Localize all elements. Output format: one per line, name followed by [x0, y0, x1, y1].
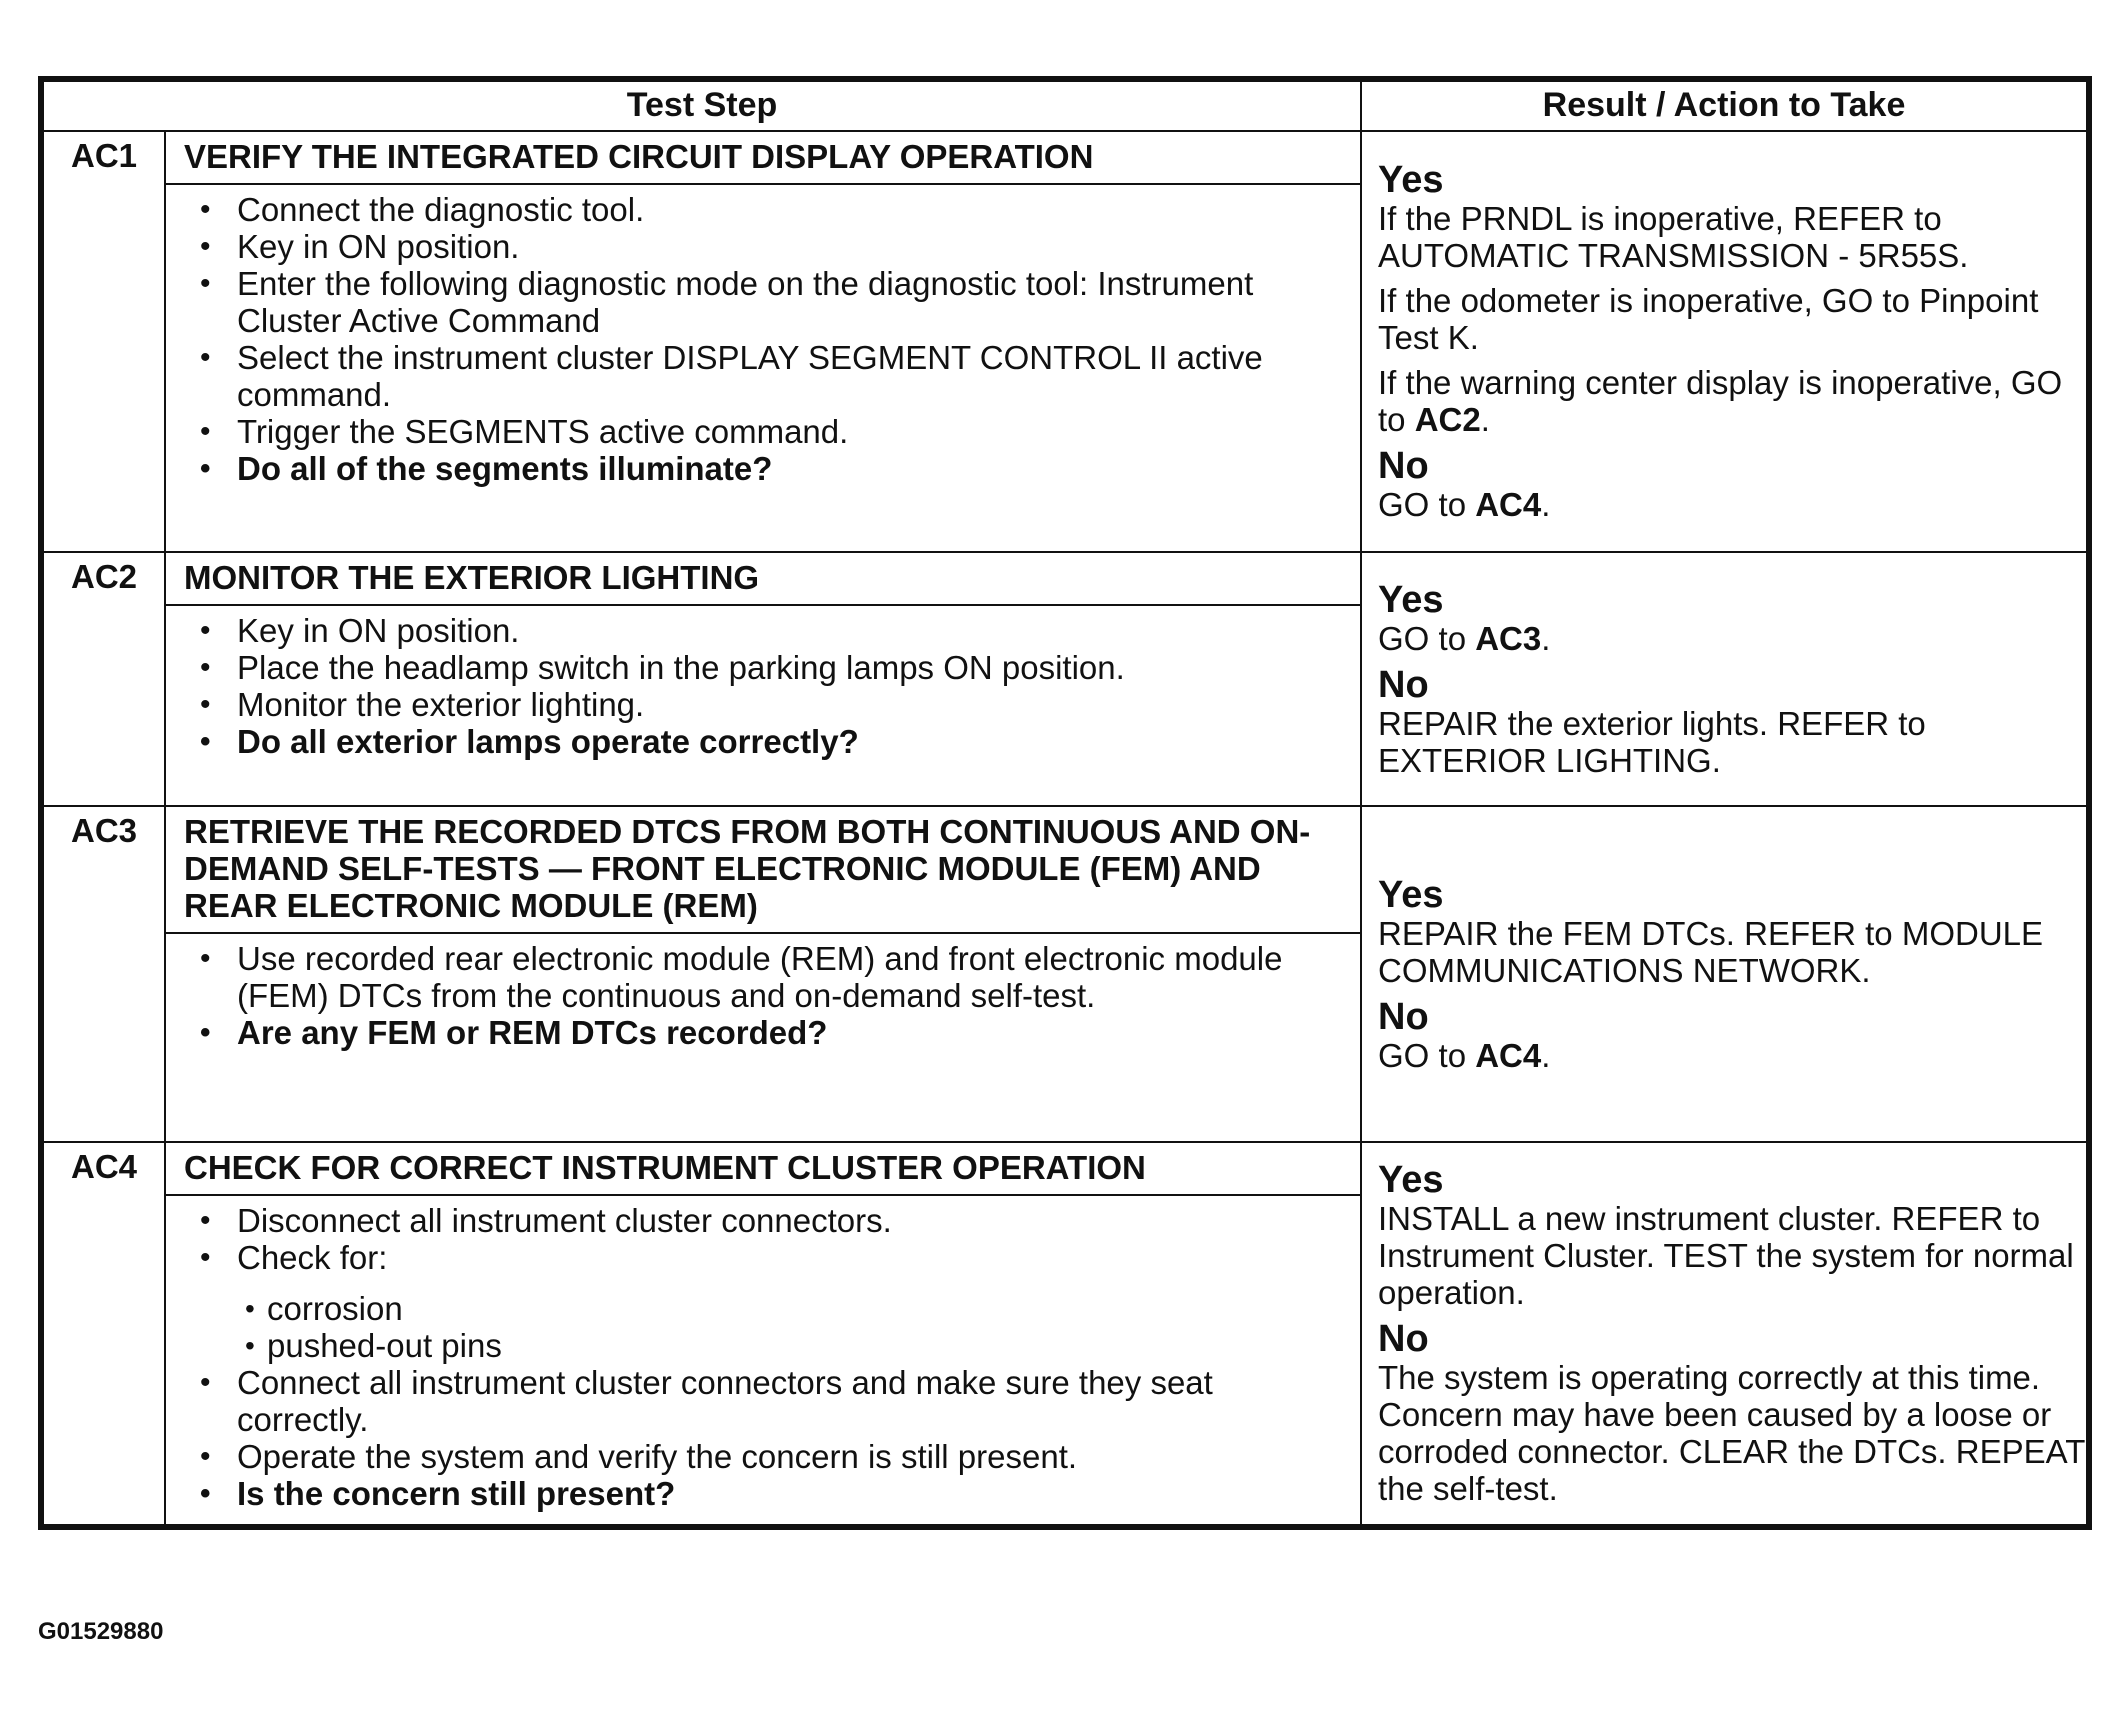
yes-action — [1378, 1200, 2086, 1311]
check-item: • corrosion — [237, 1290, 1350, 1327]
step-title: RETRIEVE THE RECORDED DTCS FROM BOTH CONTINUOUS AND ON-DEMAND SELF-TESTS — FRONT ELECTRONIC MODULE (FEM) AND REAR ELECTRONIC MODULE (REM) — [165, 806, 1361, 933]
instruction-text: Key in ON position. — [237, 612, 520, 649]
step-reference: AC3 — [1475, 619, 1542, 657]
result-header: Result / Action to Take — [1361, 81, 2087, 131]
instruction-item — [182, 1438, 1350, 1475]
step-title-row — [43, 806, 2087, 933]
check-item: • pushed-out pins — [237, 1327, 1350, 1364]
yes-action — [1378, 915, 2086, 989]
instruction-text: Place the headlamp switch in the parking lamps ON position. — [237, 649, 1125, 686]
step-instructions — [165, 1195, 1361, 1525]
no-action: GO to AC4. — [1378, 486, 1551, 523]
step-result — [1361, 1142, 2087, 1525]
step-result — [1361, 552, 2087, 806]
no-label: No — [1378, 995, 1429, 1038]
instruction-text: Do all of the segments illuminate? — [237, 450, 773, 487]
instruction-list — [182, 1202, 1350, 1512]
action-text: GO to — [1378, 486, 1476, 523]
no-action — [1378, 1359, 2086, 1507]
instruction-item — [182, 649, 1350, 686]
step-title-row — [43, 552, 2087, 605]
table-header-row — [43, 81, 2087, 131]
instruction-text: Enter the following diagnostic mode on the diagnostic tool: Instrument Cluster Active Command — [237, 265, 1254, 339]
action-text: The system is operating correctly at this time. Concern may have been caused by a loose or corroded connector. CLEAR the DTCs. REPEAT the self-test. — [1378, 1359, 2085, 1507]
action-text: GO to — [1378, 1036, 1476, 1074]
yes-action: GO to AC3. — [1378, 619, 1551, 657]
instruction-item — [182, 723, 1350, 760]
instruction-text: Use recorded rear electronic module (REM) and front electronic module (FEM) DTCs from the continuous and on-demand self-test. — [237, 940, 1283, 1014]
yes-action: If the warning center display is inoperative, GO to AC2. — [1378, 364, 2063, 438]
action-text: If the odometer is inoperative, GO to Pinpoint Test K. — [1378, 282, 2039, 356]
step-reference: AC2 — [1414, 401, 1481, 438]
instruction-list — [182, 191, 1350, 487]
no-action — [1378, 705, 2086, 779]
instruction-item — [182, 413, 1350, 450]
instruction-item — [182, 265, 1350, 339]
step-reference: AC4 — [1475, 486, 1542, 523]
diagnostic-test-table — [38, 76, 2092, 1530]
step-instructions — [165, 933, 1361, 1142]
step-instructions — [165, 605, 1361, 806]
instruction-text: Monitor the exterior lighting. — [237, 686, 645, 723]
step-title-row — [43, 131, 2087, 184]
instruction-text: Select the instrument cluster DISPLAY SEGMENT CONTROL II active command. — [237, 339, 1263, 413]
action-text: REPAIR the exterior lights. REFER to EXTERIOR LIGHTING. — [1378, 704, 1926, 779]
instruction-item — [182, 612, 1350, 649]
action-text: If the PRNDL is inoperative, REFER to AUTOMATIC TRANSMISSION - 5R55S. — [1378, 200, 1969, 274]
step-id: AC1 — [43, 131, 165, 552]
instruction-text: Is the concern still present? — [237, 1475, 676, 1512]
instruction-text: Connect all instrument cluster connectors and make sure they seat correctly. — [237, 1364, 1213, 1438]
table-body — [43, 131, 2087, 1525]
instruction-item — [182, 1475, 1350, 1512]
instruction-item — [182, 686, 1350, 723]
instruction-list — [182, 612, 1350, 760]
step-id: AC4 — [43, 1142, 165, 1525]
instruction-item — [182, 1014, 1350, 1051]
yes-label: Yes — [1378, 159, 1444, 201]
no-action: GO to AC4. — [1378, 1036, 1551, 1074]
step-id: AC2 — [43, 552, 165, 806]
check-list — [237, 1290, 1350, 1364]
step-reference: AC4 — [1475, 1036, 1542, 1074]
step-title: VERIFY THE INTEGRATED CIRCUIT DISPLAY OPERATION — [165, 131, 1361, 184]
instruction-list — [182, 940, 1350, 1051]
step-result — [1361, 806, 2087, 1142]
no-label: No — [1378, 445, 1429, 487]
instruction-item — [182, 940, 1350, 1014]
instruction-item — [182, 339, 1350, 413]
step-instructions — [165, 184, 1361, 552]
instruction-text: Are any FEM or REM DTCs recorded? — [237, 1014, 828, 1051]
no-label: No — [1378, 663, 1429, 706]
step-title: CHECK FOR CORRECT INSTRUMENT CLUSTER OPERATION — [165, 1142, 1361, 1195]
yes-action — [1378, 282, 2086, 356]
instruction-text: Do all exterior lamps operate correctly? — [237, 723, 859, 760]
instruction-item — [182, 450, 1350, 487]
yes-action — [1378, 200, 2086, 274]
figure-id: G01529880 — [38, 1618, 164, 1645]
test-step-header: Test Step — [43, 81, 1361, 131]
instruction-text: Check for: — [237, 1239, 388, 1276]
action-text: If the warning center display is inoperative, GO to — [1378, 364, 2063, 438]
step-title: MONITOR THE EXTERIOR LIGHTING — [165, 552, 1361, 605]
instruction-item — [182, 1364, 1350, 1438]
action-text: GO to — [1378, 619, 1476, 657]
instruction-text: Key in ON position. — [237, 228, 520, 265]
step-result — [1361, 131, 2087, 552]
yes-label: Yes — [1378, 1159, 1444, 1201]
instruction-text: Disconnect all instrument cluster connectors. — [237, 1202, 892, 1239]
instruction-item — [182, 228, 1350, 265]
no-label: No — [1378, 1318, 1429, 1360]
action-text: INSTALL a new instrument cluster. REFER to Instrument Cluster. TEST the system for normal operation. — [1378, 1200, 2074, 1311]
instruction-text: Connect the diagnostic tool. — [237, 191, 645, 228]
instruction-item — [182, 1239, 1350, 1364]
instruction-item — [182, 191, 1350, 228]
instruction-text: Operate the system and verify the concern is still present. — [237, 1438, 1078, 1475]
action-text: REPAIR the FEM DTCs. REFER to MODULE COMMUNICATIONS NETWORK. — [1378, 914, 2044, 989]
yes-label: Yes — [1378, 578, 1444, 621]
instruction-text: Trigger the SEGMENTS active command. — [237, 413, 849, 450]
yes-label: Yes — [1378, 873, 1444, 916]
step-id: AC3 — [43, 806, 165, 1142]
step-title-row — [43, 1142, 2087, 1195]
instruction-item — [182, 1202, 1350, 1239]
